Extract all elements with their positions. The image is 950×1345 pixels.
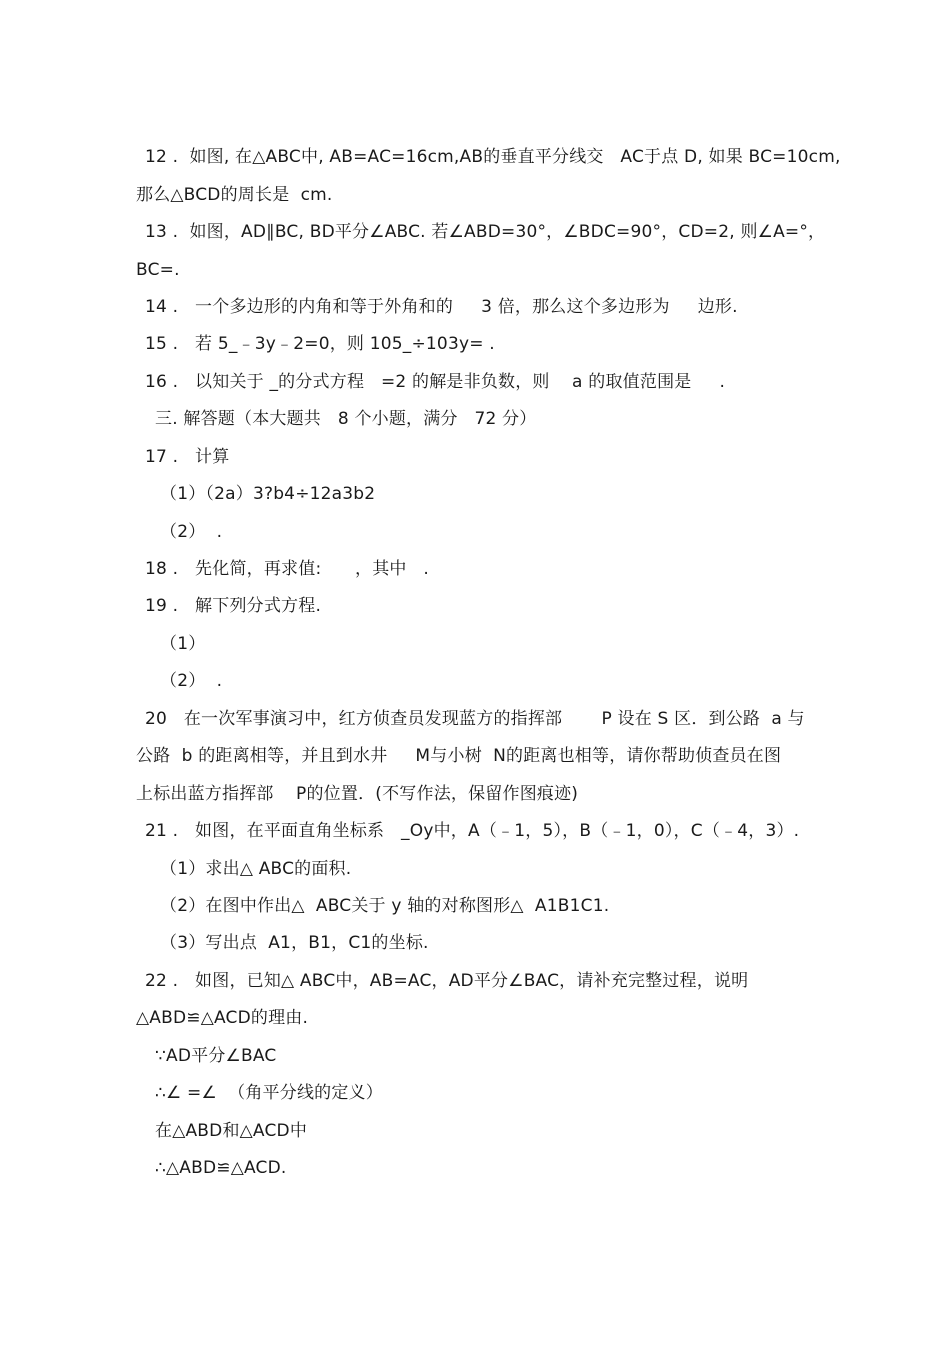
q17-part1: （1）（2a）3?b4÷12a3b2 (160, 484, 376, 504)
q22-proof-step3: 在△ABD和△ACD中 (155, 1121, 308, 1141)
section-heading: 三. 解答题（本大题共 8 个小题，满分 72 分） (155, 409, 537, 429)
q19: 19 . 解下列分式方程. (145, 596, 322, 616)
q20-line1: 20 在一次军事演习中，红方侦查员发现蓝方的指挥部 P 设在 S 区．到公路 a 与 (145, 709, 805, 729)
q19-part2: （2） . (160, 671, 223, 691)
q18: 18 . 先化简，再求值: ，其中 . (145, 559, 430, 579)
q14: 14 . 一个多边形的内角和等于外角和的 3 倍，那么这个多边形为 边形. (145, 297, 738, 317)
q22-proof-step1: ∵AD平分∠BAC (155, 1046, 277, 1066)
q17: 17 . 计算 (145, 447, 230, 467)
q21-part3: （3）写出点 A1，B1，C1的坐标. (160, 933, 429, 953)
q20-line2: 公路 b 的距离相等，并且到水井 M与小树 N的距离也相等，请你帮助侦查员在图 (136, 746, 782, 766)
q22-proof-step2: ∴∠ =∠ （角平分线的定义） (155, 1083, 383, 1103)
q19-part1: （1） (160, 634, 206, 654)
q22-line1: 22 . 如图，已知△ ABC中，AB=AC，AD平分∠BAC，请补充完整过程，说明 (145, 971, 749, 991)
q16: 16 . 以知关于 _的分式方程 =2 的解是非负数，则 a 的取值范围是 . (145, 372, 726, 392)
q22-proof-conclusion: ∴△ABD≌△ACD. (155, 1158, 287, 1178)
q15: 15 . 若 5_﹣3y﹣2=0，则 105_÷103y= . (145, 334, 495, 354)
q21-part1: （1）求出△ ABC的面积. (160, 859, 352, 879)
q22-line2: △ABD≌△ACD的理由. (136, 1008, 309, 1028)
q13-line1: 13 . 如图，AD∥BC, BD平分∠ABC. 若∠ABD=30°，∠BDC=90°，CD=2, 则∠A=°， (145, 222, 826, 242)
q20-line3: 上标出蓝方指挥部 P的位置．(不写作法，保留作图痕迹) (136, 784, 579, 804)
q21: 21 . 如图，在平面直角坐标系 _Oy中，A（﹣1，5），B（﹣1，0），C（﹣4，3）. (145, 821, 800, 841)
q21-part2: （2）在图中作出△ ABC关于 y 轴的对称图形△ A1B1C1. (160, 896, 610, 916)
q13-line2: BC=. (136, 260, 180, 280)
q17-part2: （2） . (160, 522, 223, 542)
q12-line2: 那么△BCD的周长是 cm. (136, 185, 333, 205)
q12-line1: 12 . 如图, 在△ABC中, AB=AC=16cm,AB的垂直平分线交 AC于点 D, 如果 BC=10cm, (145, 147, 841, 167)
